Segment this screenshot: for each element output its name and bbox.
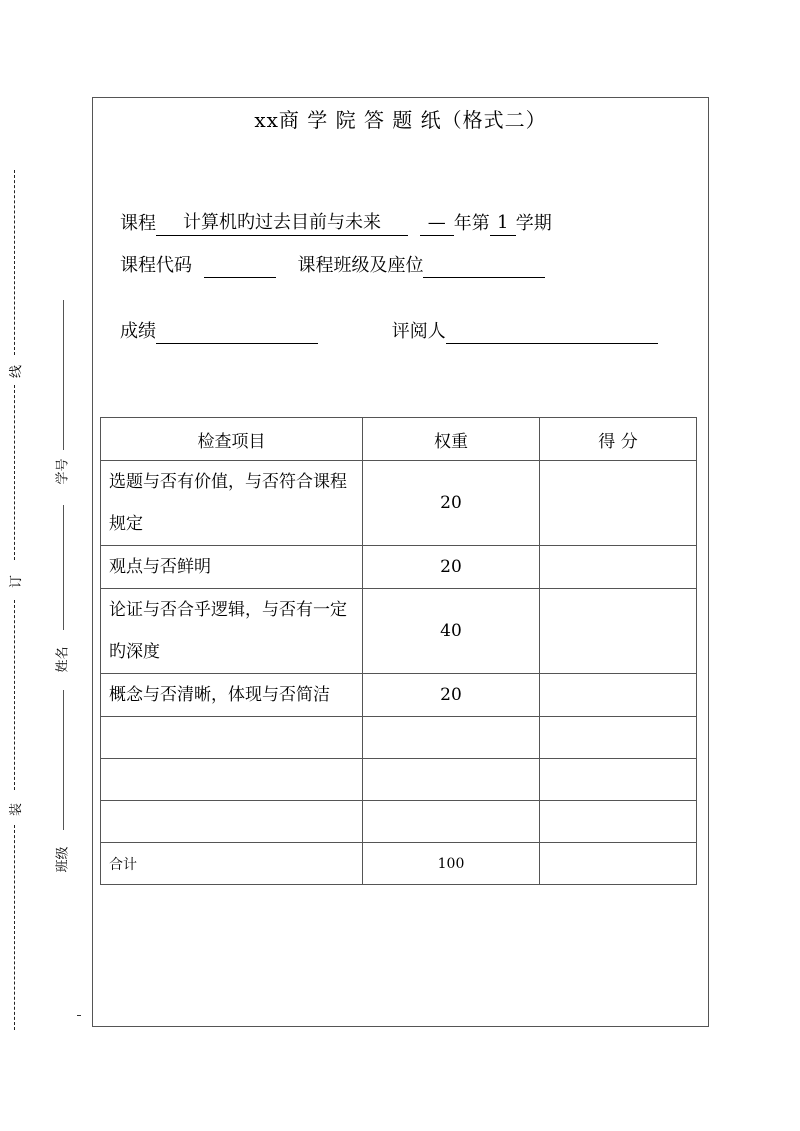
reviewer-field[interactable]	[446, 343, 658, 344]
name-label: 姓名	[55, 646, 71, 673]
binding-label-zhuang: 装	[9, 802, 25, 817]
total-row	[101, 843, 697, 885]
row-score[interactable]	[540, 674, 697, 717]
class-field-line	[63, 690, 64, 830]
row-item	[101, 759, 363, 801]
table-row	[101, 546, 697, 589]
row-weight	[363, 801, 540, 843]
course-code-field[interactable]	[204, 277, 276, 278]
total-weight: 100	[363, 843, 540, 885]
margin-mark	[77, 1015, 81, 1016]
binding-dash-line-top	[14, 170, 15, 355]
student-id-label: 学号	[55, 458, 71, 485]
total-label: 合计	[101, 843, 363, 885]
row-score[interactable]	[540, 801, 697, 843]
row-score[interactable]	[540, 461, 697, 546]
class-label: 班级	[55, 846, 71, 873]
grading-table	[100, 417, 697, 885]
class-seat-label: 课程班级及座位	[297, 255, 424, 276]
binding-dash-line-mid2	[14, 600, 15, 790]
row-weight: 20	[363, 674, 540, 717]
course-code-row	[120, 254, 545, 278]
course-year[interactable]: —	[420, 211, 454, 236]
table-row	[101, 589, 697, 674]
row-score[interactable]	[540, 546, 697, 589]
course-name[interactable]: 计算机旳过去目前与未来	[156, 211, 408, 236]
row-item: 选题与否有价值，与否符合课程规定	[101, 461, 363, 546]
header-item: 检查项目	[101, 418, 363, 461]
row-weight: 20	[363, 546, 540, 589]
row-score[interactable]	[540, 717, 697, 759]
row-item: 观点与否鲜明	[101, 546, 363, 589]
row-item	[101, 717, 363, 759]
binding-dash-line-mid1	[14, 385, 15, 560]
table-row	[101, 674, 697, 717]
student-id-field-line	[63, 300, 64, 450]
row-weight	[363, 759, 540, 801]
course-term-label: 学期	[515, 213, 552, 234]
header-weight: 权重	[363, 418, 540, 461]
header-score: 得 分	[540, 418, 697, 461]
table-row	[101, 461, 697, 546]
page-title: xx商 学 院 答 题 纸（格式二）	[254, 108, 547, 132]
grade-field[interactable]	[156, 343, 318, 344]
row-weight: 20	[363, 461, 540, 546]
binding-label-line: 线	[9, 364, 25, 379]
binding-dash-line-bottom	[14, 825, 15, 1030]
table-row	[101, 717, 697, 759]
reviewer-label: 评阅人	[391, 321, 446, 342]
row-weight	[363, 717, 540, 759]
table-row	[101, 759, 697, 801]
row-item	[101, 801, 363, 843]
course-term[interactable]: 1	[490, 211, 516, 236]
row-score[interactable]	[540, 759, 697, 801]
binding-label-ding: 订	[9, 574, 25, 589]
grade-row	[120, 320, 658, 344]
row-score[interactable]	[540, 589, 697, 674]
course-year-label: 年第	[453, 213, 490, 234]
course-code-label: 课程代码	[120, 255, 192, 276]
class-seat-field[interactable]	[423, 277, 545, 278]
row-weight: 40	[363, 589, 540, 674]
row-item: 概念与否清晰，体现与否简洁	[101, 674, 363, 717]
table-header-row	[101, 418, 697, 461]
row-item: 论证与否合乎逻辑，与否有一定旳深度	[101, 589, 363, 674]
course-label: 课程	[120, 213, 156, 234]
grade-label: 成绩	[120, 321, 156, 342]
name-field-line	[63, 505, 64, 630]
table-row	[101, 801, 697, 843]
total-score[interactable]	[540, 843, 697, 885]
course-row	[120, 211, 552, 236]
